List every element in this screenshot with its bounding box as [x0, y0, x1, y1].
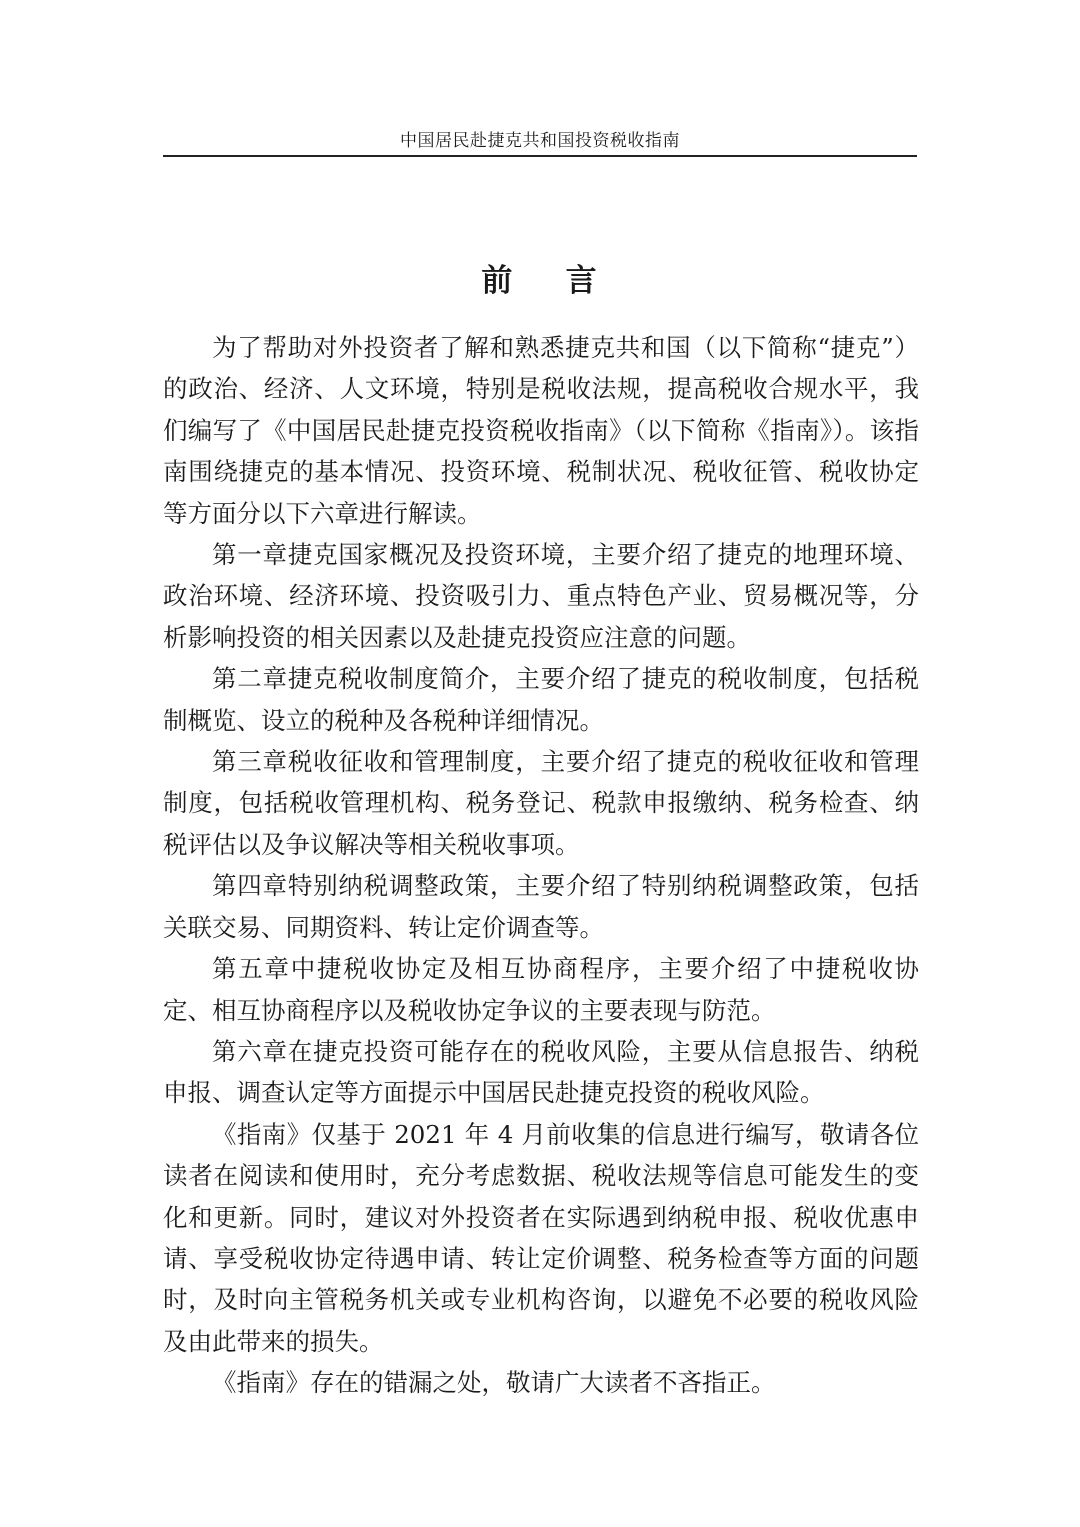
running-header: 中国居民赴捷克共和国投资税收指南: [400, 131, 680, 151]
paragraph-disclaimer: 《指南》仅基于 2021 年 4 月前收集的信息进行编写，敬请各位读者在阅读和使用时，充分考虑数据、税收法规等信息可能发生的变化和更新。同时，建议对外投资者在实际遇到纳税申报、税收优惠申请、享受税收协定待遇申请、转让定价调整、税务检查等方面的问题时，及时向主管税务机关或专业机构咨询，以避免不必要的税收风险及由此带来的损失。: [163, 1119, 919, 1356]
paragraph-corrections: 《指南》存在的错漏之处，敬请广大读者不吝指正。: [212, 1368, 776, 1398]
page-title: 前 言: [481, 262, 599, 299]
paragraph-chapter-4: 第四章特别纳税调整政策，主要介绍了特别纳税调整政策，包括关联交易、同期资料、转让定价调查等。: [163, 871, 919, 942]
paragraph-chapter-6: 第六章在捷克投资可能存在的税收风险，主要从信息报告、纳税申报、调查认定等方面提示中国居民赴捷克投资的税收风险。: [163, 1036, 919, 1108]
preface-body: [163, 327, 919, 1404]
paragraph-intro: 为了帮助对外投资者了解和熟悉捷克共和国（以下简称“捷克”）的政治、经济、人文环境，特别是税收法规，提高税收合规水平，我们编写了《中国居民赴捷克投资税收指南》（以下简称《指南》）。该指南围绕捷克的基本情况、投资环境、税制状况、税收征管、税收协定等方面分以下六章进行解读。: [163, 333, 919, 528]
paragraph-chapter-1: 第一章捷克国家概况及投资环境，主要介绍了捷克的地理环境、政治环境、经济环境、投资吸引力、重点特色产业、贸易概况等，分析影响投资的相关因素以及赴捷克投资应注意的问题。: [163, 540, 919, 652]
header-divider: [163, 155, 917, 157]
paragraph-chapter-5: 第五章中捷税收协定及相互协商程序，主要介绍了中捷税收协定、相互协商程序以及税收协定争议的主要表现与防范。: [163, 954, 919, 1025]
paragraph-chapter-2: 第二章捷克税收制度简介，主要介绍了捷克的税收制度，包括税制概览、设立的税种及各税种详细情况。: [163, 664, 919, 735]
paragraph-chapter-3: 第三章税收征收和管理制度，主要介绍了捷克的税收征收和管理制度，包括税收管理机构、税务登记、税款申报缴纳、税务检查、纳税评估以及争议解决等相关税收事项。: [163, 747, 919, 859]
